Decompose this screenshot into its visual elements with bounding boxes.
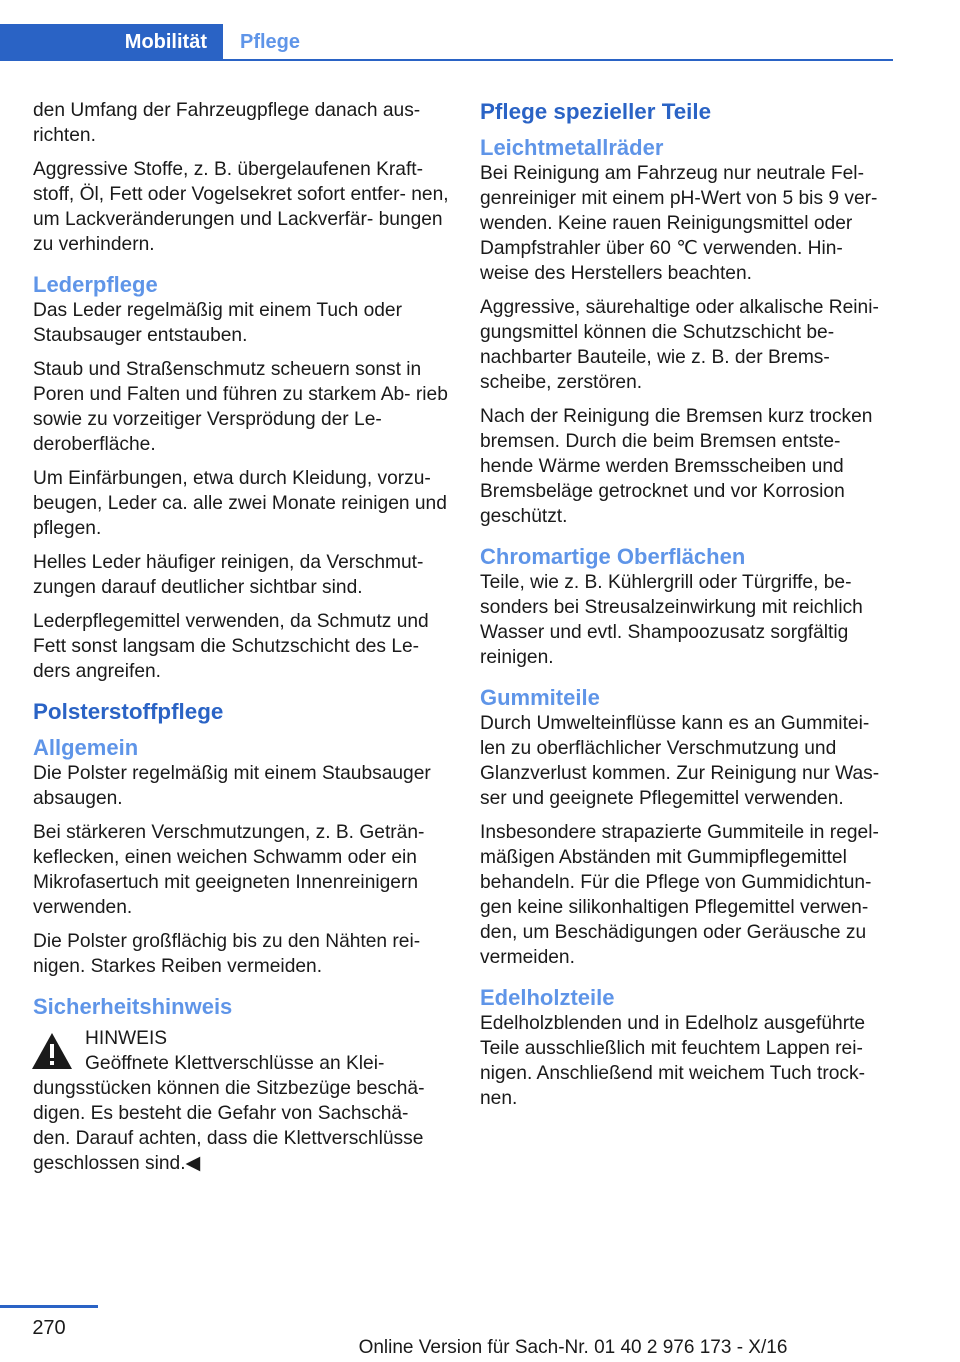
paragraph: Edelholzblenden und in Edelholz ausgeführte Teile ausschließlich mit feuchtem Lappen rei‐ nigen. Anschließend mit weichem Tuch trock‐ nen. xyxy=(480,1013,866,1109)
heading-edelholzteile: Edelholzteile xyxy=(480,985,615,1010)
paragraph: den Umfang der Fahrzeugpflege danach aus‐ richten. xyxy=(33,100,421,146)
paragraph: Lederpflegemittel verwenden, da Schmutz und Fett sonst langsam die Schutzschicht des Le‐ ders angreifen. xyxy=(33,611,429,682)
paragraph: Durch Umwelteinflüsse kann es an Gummitei‐ len zu oberflächlicher Verschmutzung und Glanzverlust kommen. Zur Reinigung nur Was‐ ser und geeignete Pflegemittel verwenden. xyxy=(480,713,880,809)
paragraph: Bei Reinigung am Fahrzeug nur neutrale Fel‐ genreiniger mit einem pH-Wert von 5 bis 9 ver‐ wenden. Keine rauen Reinigungsmittel oder Dampfstrahler über 60 ℃ verwenden. Hin‐ weise des Herstellers beachten. xyxy=(480,163,878,284)
footer-divider xyxy=(0,1305,98,1308)
right-column xyxy=(480,98,896,1120)
warning-notice xyxy=(33,1026,451,1176)
page-number: 270 xyxy=(32,1317,66,1339)
paragraph: Die Polster großflächig bis zu den Nähten rei‐ nigen. Starkes Reiben vermeiden. xyxy=(33,931,421,977)
paragraph: Aggressive Stoffe, z. B. übergelaufenen Kraft‐ stoff, Öl, Fett oder Vogelsekret sofort entfer‐ nen, um Lackveränderungen und Lackverfär‐ bungen zu verhindern. xyxy=(33,159,449,255)
heading-gummiteile: Gummiteile xyxy=(480,685,600,710)
notice-text: dungsstücken können die Sitzbezüge beschä‐ digen. Es besteht die Gefahr von Sachschä‐ den. Darauf achten, dass die Klettverschlüsse geschlossen sind.◀ xyxy=(33,1078,425,1174)
left-column xyxy=(33,98,451,1176)
paragraph: Um Einfärbungen, etwa durch Kleidung, vorzu‐ beugen, Leder ca. alle zwei Monate reinigen und pflegen. xyxy=(33,468,447,539)
header-tabbar xyxy=(0,24,893,61)
warning-triangle-icon xyxy=(31,1032,73,1070)
paragraph: Bei stärkeren Verschmutzungen, z. B. Geträn‐ keflecken, einen weichen Schwamm oder ein Mikrofasertuch mit geeigneten Innenreinigern verwenden. xyxy=(33,822,425,918)
heading-lederpflege: Lederpflege xyxy=(33,272,158,297)
notice-text-first-line: Geöffnete Klettverschlüsse an Klei‐ xyxy=(85,1053,385,1074)
header-divider xyxy=(223,59,893,61)
paragraph: Das Leder regelmäßig mit einem Tuch oder Staubsauger entstauben. xyxy=(33,300,402,346)
online-version-note: Online Version für Sach-Nr. 01 40 2 976 173 - X/16 xyxy=(358,1337,788,1358)
paragraph: Insbesondere strapazierte Gummiteile in regel‐ mäßigen Abständen mit Gummipflegemittel behandeln. Für die Pflege von Gummidichtun‐ gen keine silikonhaltigen Pflegemittel verwen‐ den, um Beschädigungen oder Geräusche zu vermeiden. xyxy=(480,822,879,968)
heading-allgemein: Allgemein xyxy=(33,735,139,760)
tab-mobilitaet[interactable] xyxy=(0,24,223,61)
paragraph: Helles Leder häufiger reinigen, da Verschmut‐ zungen darauf deutlicher sichtbar sind. xyxy=(33,552,424,598)
paragraph: Nach der Reinigung die Bremsen kurz trocken bremsen. Durch die beim Bremsen entste‐ hende Wärme werden Bremsscheiben und Bremsbeläge getrocknet und vor Korrosion geschützt. xyxy=(480,406,873,527)
paragraph: Die Polster regelmäßig mit einem Staubsauger absaugen. xyxy=(33,763,431,809)
heading-leichtmetallraeder: Leichtmetallräder xyxy=(480,135,664,160)
paragraph: Teile, wie z. B. Kühlergrill oder Türgriffe, be‐ sonders bei Streusalzeinwirkung mit reichlich Wasser und evtl. Shampoozusatz sorgfältig reinigen. xyxy=(480,572,863,668)
paragraph: Staub und Straßenschmutz scheuern sonst in Poren und Falten und führen zu starkem Ab‐ rieb sowie zu vorzeitiger Versprödung der Le‐ deroberfläche. xyxy=(33,359,448,455)
tab-mobilitaet-label: Mobilität xyxy=(124,31,207,53)
heading-polsterstoffpflege: Polsterstoffpflege xyxy=(33,699,224,724)
paragraph: Aggressive, säurehaltige oder alkalische Reini‐ gungsmittel können die Schutzschicht be‐ nachbarter Bauteile, wie z. B. der Brems‐ scheibe, zerstören. xyxy=(480,297,879,393)
tab-pflege[interactable]: Pflege xyxy=(240,31,301,53)
heading-pflege-spezieller-teile: Pflege spezieller Teile xyxy=(480,99,712,124)
heading-sicherheitshinweis: Sicherheitshinweis xyxy=(33,994,233,1019)
heading-chromartige-oberflaechen: Chromartige Oberflächen xyxy=(480,544,746,569)
notice-label: HINWEIS xyxy=(85,1028,168,1049)
